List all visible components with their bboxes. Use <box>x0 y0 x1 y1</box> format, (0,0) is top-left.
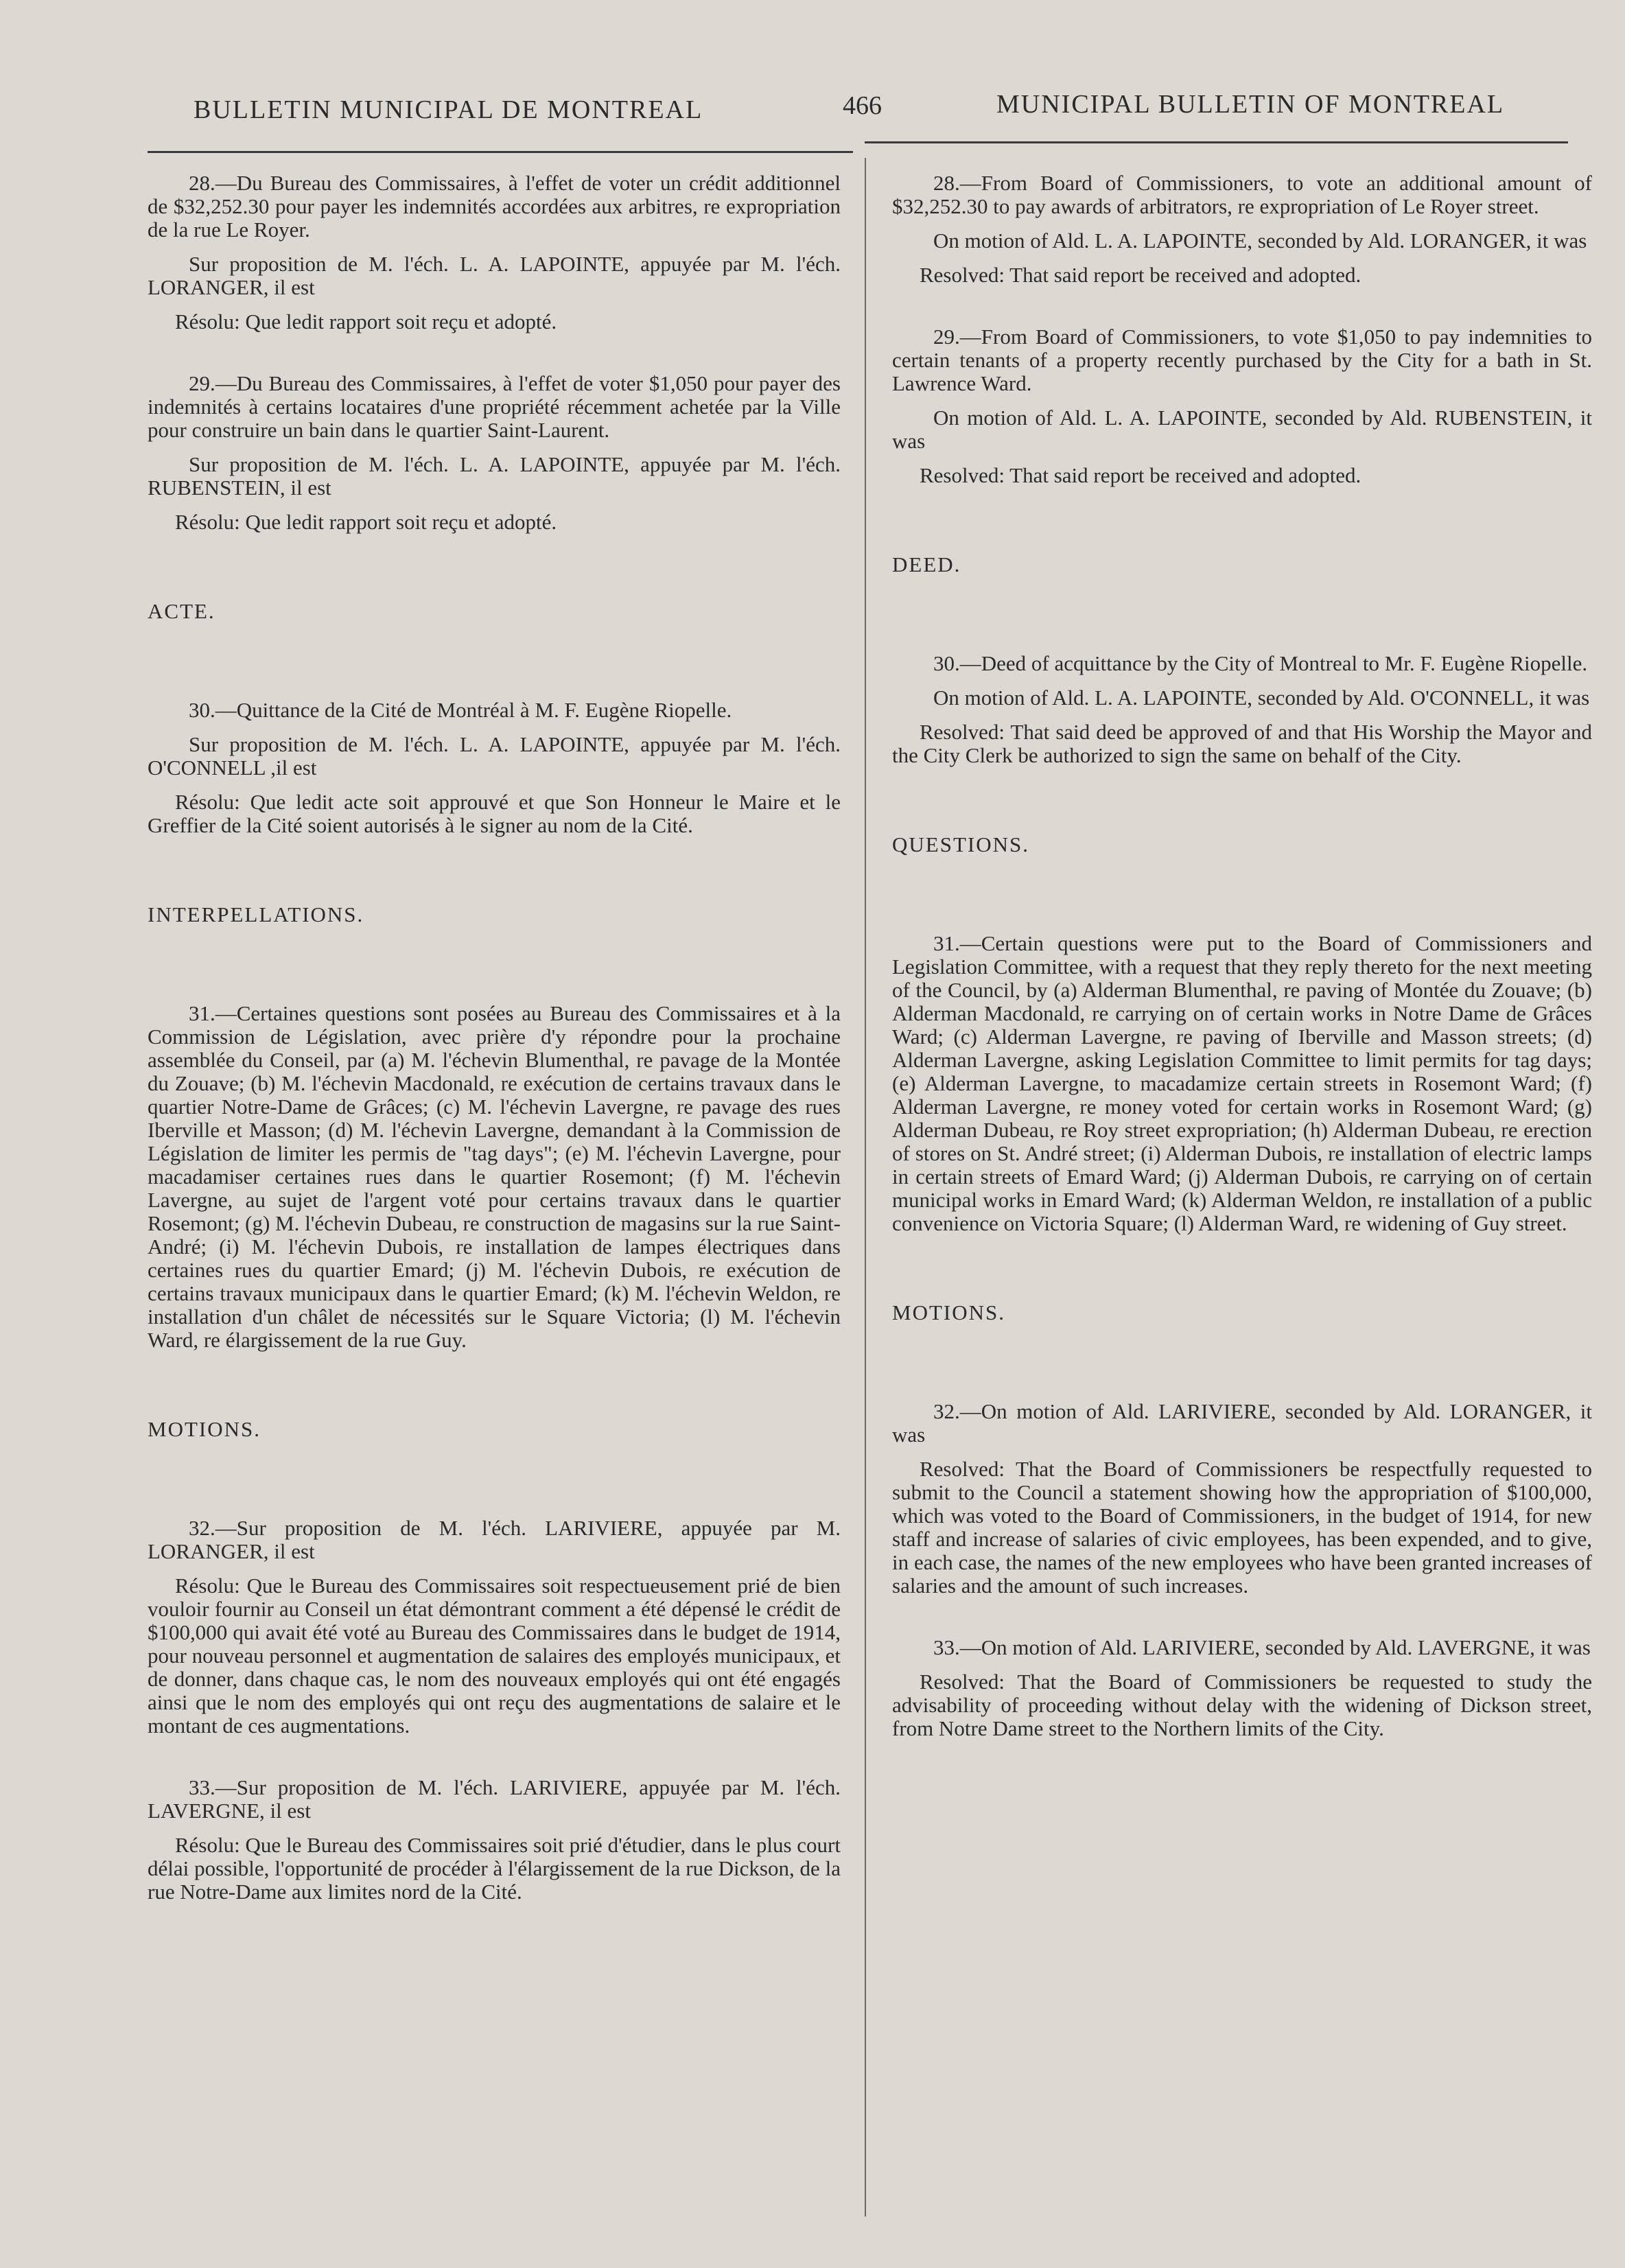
french-column <box>148 172 841 1915</box>
item-28-resolved: Résolu: Que ledit rapport soit reçu et adopté. <box>175 309 557 334</box>
item-29-text-en: 29.—From Board of Commissioners, to vote $1,050 to pay indemnities to certain tenants of a property recently purchased by the City for a bath in St. Lawrence Ward. <box>892 325 1592 395</box>
header-rule-right <box>865 141 1568 143</box>
section-heading-acte: ACTE. <box>148 599 215 623</box>
header-french-title: BULLETIN MUNICIPAL DE MONTREAL <box>194 95 703 124</box>
item-31-text-en: 31.—Certain questions were put to the Board of Commissioners and Legislation Committee, with a request that they reply thereto for the next meeting of the Council, by (a) Alderman Blumenthal, re paving of Montée du Zouave; (b) Alderman Macdonald, re carrying on of certain works in Notre Dame de Grâces Ward; (c) Alderman Lavergne, re paving of Iberville and Masson streets; (d) Alderman Lavergne, asking Legislation Committee to limit permits for tag days; (e) Alderman Lavergne, to macadamize certain streets in Rosemont Ward; (f) Alderman Lavergne, re money voted for certain works in Rosemont Ward; (g) Alderman Dubeau, re Roy street expropriation; (h) Alderman Dubeau, re erection of stores on St. André street; (i) Alderman Dubois, re installation of electric lamps in certain streets of Emard Ward; (j) Alderman Dubois, re carrying on of certain municipal works in Emard Ward; (k) Alderman Weldon, re installation of a public convenience on Victoria Square; (l) Alderman Ward, re widening of Guy street. <box>892 931 1592 1235</box>
item-28-text: 28.—Du Bureau des Commissaires, à l'effet de voter un crédit additionnel de $32,252.30 pour payer les indemnités accordées aux arbitres, re expropriation de la rue Le Royer. <box>148 171 841 242</box>
item-30-motion-en: On motion of Ald. L. A. LAPOINTE, seconded by Ald. O'CONNELL, it was <box>933 686 1590 710</box>
header-english-title: MUNICIPAL BULLETIN OF MONTREAL <box>996 90 1505 119</box>
item-32-motion-en: 32.—On motion of Ald. LARIVIERE, seconded by Ald. LORANGER, it was <box>892 1399 1592 1447</box>
item-30-motion: Sur proposition de M. l'éch. L. A. LAPOINTE, appuyée par M. l'éch. O'CONNELL ,il est <box>148 732 841 780</box>
item-28-motion-en: On motion of Ald. L. A. LAPOINTE, seconded by Ald. LORANGER, it was <box>933 229 1587 253</box>
item-31-text: 31.—Certaines questions sont posées au Bureau des Commissaires et à la Commission de Législation, avec prière d'y répondre pour la prochaine assemblée du Conseil, par (a) M. l'échevin Blumenthal, re pavage de la Montée du Zouave; (b) M. l'échevin Macdonald, re exécution de certains travaux dans le quartier Notre-Dame de Grâces; (c) M. l'échevin Lavergne, re pavage des rues Iberville et Masson; (d) M. l'échevin Lavergne, demandant à la Commission de Législation de limiter les permis de "tag days"; (e) M. l'échevin Lavergne, pour macadamiser certaines rues dans le quartier Rosemont; (f) M. l'échevin Lavergne, au sujet de l'argent voté pour certains travaux dans le quartier Rosemont; (g) M. l'échevin Dubeau, re construction de magasins sur la rue Saint-André; (i) M. l'échevin Dubois, re installation de lampes électriques dans certaines rues du quartier Emard; (j) M. l'échevin Dubois, re exécution de certains travaux municipaux dans le quartier Emard; (k) M. l'échevin Weldon, re installation d'un châlet de nécessités sur le Square Victoria; (l) M. l'échevin Ward, re élargissement de la rue Guy. <box>148 1001 841 1352</box>
page-header <box>0 89 1625 130</box>
item-33-resolved-en: Resolved: That the Board of Commissioners be requested to study the advisability of proceeding without delay with the widening of Dickson street, from Notre Dame street to the Northern limits of the City. <box>892 1670 1592 1740</box>
item-30-resolved-en: Resolved: That said deed be approved of and that His Worship the Mayor and the City Clerk be authorized to sign the same on behalf of the City. <box>892 720 1592 767</box>
item-30-resolved: Résolu: Que ledit acte soit approuvé et que Son Honneur le Maire et le Greffier de la Cité soient autorisés à le signer au nom de la Cité. <box>148 790 841 837</box>
section-heading-interpellations: INTERPELLATIONS. <box>148 902 364 926</box>
column-divider <box>865 158 866 2217</box>
item-30-text-en: 30.—Deed of acquittance by the City of Montreal to Mr. F. Eugène Riopelle. <box>933 651 1588 675</box>
section-heading-motions-en: MOTIONS. <box>892 1300 1005 1324</box>
item-32-resolved: Résolu: Que le Bureau des Commissaires soit respectueusement prié de bien vouloir fournir au Conseil un état démontrant comment a été dépensé le crédit de $100,000 qui avait été voté au Bureau des Commissaires dans le budget de 1914, pour nouveau personnel et augmentation de salaires des employés municipaux, et de donner, dans chaque cas, le nom des nouveaux employés qui ont été engagés ainsi que le nom des employés qui ont reçu des augmentations de salaire et le montant de ces augmentations. <box>148 1574 841 1738</box>
item-32-motion: 32.—Sur proposition de M. l'éch. LARIVIERE, appuyée par M. LORANGER, il est <box>148 1516 841 1563</box>
item-29-resolved: Résolu: Que ledit rapport soit reçu et adopté. <box>175 510 557 534</box>
item-33-resolved: Résolu: Que le Bureau des Commissaires soit prié d'étudier, dans le plus court délai possible, l'opportunité de procéder à l'élargissement de la rue Dickson, de la rue Notre-Dame aux limites nord de la Cité. <box>148 1833 841 1904</box>
item-28-resolved-en: Resolved: That said report be received and adopted. <box>920 263 1361 287</box>
item-28-motion: Sur proposition de M. l'éch. L. A. LAPOINTE, appuyée par M. l'éch. LORANGER, il est <box>148 252 841 299</box>
header-rule-left <box>148 151 853 153</box>
item-32-resolved-en: Resolved: That the Board of Commissioners be respectfully requested to submit to the Council a statement showing how the appropriation of $100,000, which was voted to the Board of Commissioners, in the budget of 1914, for new staff and increase of salaries of civic employees, has been expended, and to give, in each case, the names of the new employees who have been granted increases of salaries and the amount of such increases. <box>892 1457 1592 1598</box>
section-heading-motions: MOTIONS. <box>148 1417 261 1441</box>
item-29-motion: Sur proposition de M. l'éch. L. A. LAPOINTE, appuyée par M. l'éch. RUBENSTEIN, il est <box>148 452 841 500</box>
item-29-text: 29.—Du Bureau des Commissaires, à l'effet de voter $1,050 pour payer des indemnités à certains locataires d'une propriété récemment achetée par la Ville pour construire un bain dans le quartier Saint-Laurent. <box>148 371 841 442</box>
item-29-motion-en: On motion of Ald. L. A. LAPOINTE, seconded by Ald. RUBENSTEIN, it was <box>892 406 1592 453</box>
item-29-resolved-en: Resolved: That said report be received and adopted. <box>920 463 1361 487</box>
section-heading-questions: QUESTIONS. <box>892 832 1029 856</box>
page-number: 466 <box>843 91 882 120</box>
english-column <box>892 172 1592 1751</box>
item-33-motion-en: 33.—On motion of Ald. LARIVIERE, seconded by Ald. LAVERGNE, it was <box>933 1635 1591 1659</box>
item-28-text-en: 28.—From Board of Commissioners, to vote an additional amount of $32,252.30 to pay awards of arbitrators, re expropriation of Le Royer street. <box>892 171 1592 218</box>
item-33-motion: 33.—Sur proposition de M. l'éch. LARIVIERE, appuyée par M. l'éch. LAVERGNE, il est <box>148 1775 841 1823</box>
section-heading-deed: DEED. <box>892 552 961 576</box>
item-30-text: 30.—Quittance de la Cité de Montréal à M. F. Eugène Riopelle. <box>189 698 732 722</box>
